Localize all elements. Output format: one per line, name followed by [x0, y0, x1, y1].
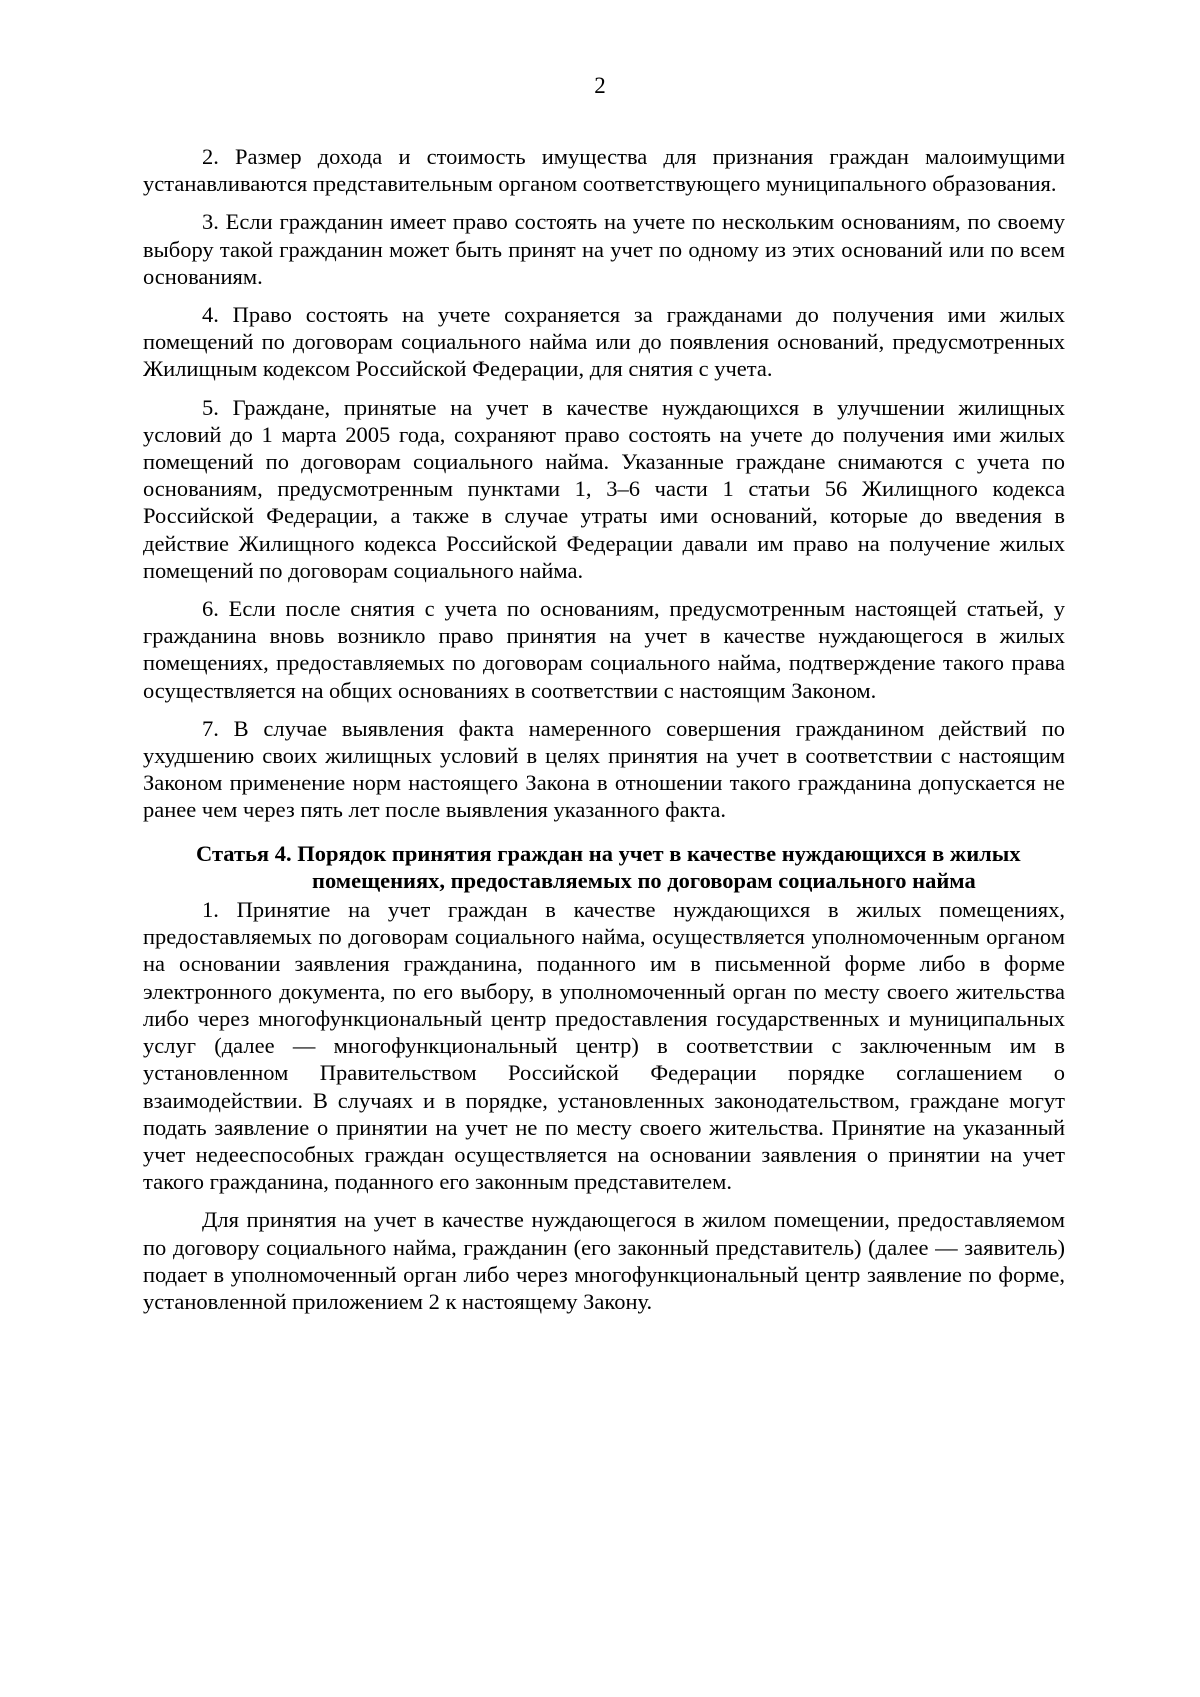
article-4-heading: Статья 4. Порядок принятия граждан на учет в качестве нуждающихся в жилых помещениях, предоставляемых по договорам социального найма [196, 840, 1021, 893]
paragraph-4: 4. Право состоять на учете сохраняется за гражданами до получения ими жилых помещений по договорам социального найма или до появления оснований, предусмотренных Жилищным кодексом Российской Федерации, для снятия с учета. [143, 302, 1065, 382]
paragraph-7: 7. В случае выявления факта намеренного совершения гражданином действий по ухудшению своих жилищных условий в целях принятия на учет в соответствии с настоящим Законом применение норм настоящего Закона в отношении такого гражданина допускается не ранее чем через пять лет после выявления указанного факта. [143, 715, 1065, 823]
paragraph-2: 2. Размер дохода и стоимость имущества для признания граждан малоимущими устанавливаются представительным органом соответствующего муниципального образования. [143, 144, 1065, 197]
paragraph-5: 5. Граждане, принятые на учет в качестве нуждающихся в улучшении жилищных условий до 1 марта 2005 года, сохраняют право состоять на учете до получения ими жилых помещений по договорам социального найма. Указанные граждане снимаются с учета по основаниям, предусмотренным пунктами 1, 3–6 части 1 статьи 56 Жилищного кодекса Российской Федерации, а также в случае утраты ими оснований, которые до введения в действие Жилищного кодекса Российской Федерации давали им право на получение жилых помещений по договорам социального найма. [143, 394, 1065, 583]
paragraph-3: 3. Если гражданин имеет право состоять на учете по нескольким основаниям, по своему выбору такой гражданин может быть принят на учет по одному из этих оснований или по всем основаниям. [143, 209, 1065, 289]
article-4-paragraph-application: Для принятия на учет в качестве нуждающегося в жилом помещении, предоставляемом по договору социального найма, гражданин (его законный представитель) (далее — заявитель) подает в уполномоченный орган либо через многофункциональный центр заявление по форме, установленной приложением 2 к настоящему Закону. [143, 1207, 1065, 1314]
article-4-paragraph-1: 1. Принятие на учет граждан в качестве нуждающихся в жилых помещениях, предоставляемых по договорам социального найма, осуществляется уполномоченным органом на основании заявления гражданина, поданного им в письменной форме либо в форме электронного документа, по его выбору, в уполномоченный орган по месту своего жительства либо через многофункциональный центр предоставления государственных и муниципальных услуг (далее — многофункциональный центр) в соответствии с заключенным им в установленном Правительством Российской Федерации порядке соглашением о взаимодействии. В случаях и в порядке, установленных законодательством, граждане могут подать заявление о принятии на учет не по месту своего жительства. Принятие на указанный учет недееспособных граждан осуществляется на основании заявления о принятии на учет такого гражданина, поданного его законным представителем. [143, 897, 1065, 1195]
paragraph-6: 6. Если после снятия с учета по основаниям, предусмотренным настоящей статьей, у гражданина вновь возникло право принятия на учет в качестве нуждающегося в жилых помещениях, предоставляемых по договорам социального найма, подтверждение такого права осуществляется на общих основаниях в соответствии с настоящим Законом. [143, 596, 1065, 703]
document-body [143, 143, 1065, 1326]
page-number: 2 [594, 73, 606, 98]
